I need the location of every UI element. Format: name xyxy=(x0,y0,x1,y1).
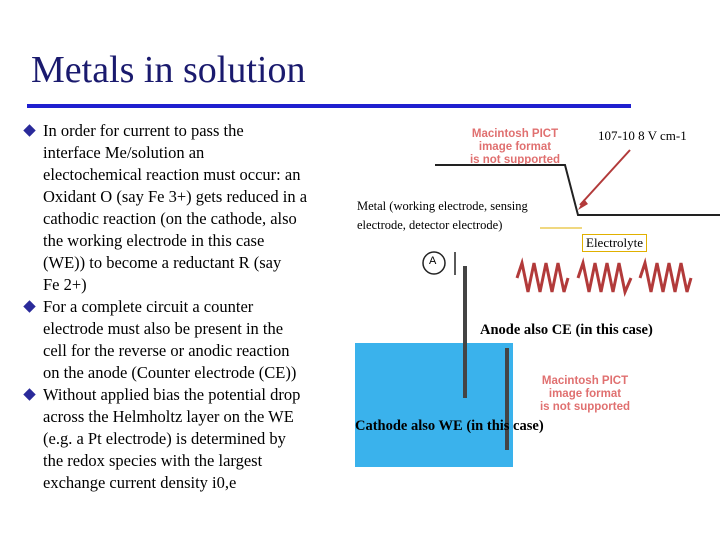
resistor-zigzag-2 xyxy=(578,263,631,292)
metal-electrode-label: Metal (working electrode, sensing electrode, detector electrode) xyxy=(357,199,528,232)
electrolyte-bath xyxy=(355,343,513,467)
cathode-label: Cathode also WE (in this case) xyxy=(355,418,544,434)
field-arrow xyxy=(580,150,630,205)
bullet-text: Without applied bias the potential drop across the Helmholtz layer on the WE (e.g. a Pt electrode) is determined by the redox species with the largest exchange current density i0,e xyxy=(43,385,301,492)
pict-placeholder-bottom: Macintosh PICT image format is not supported xyxy=(539,375,631,413)
bullet-text: In order for current to pass the interface Me/solution an electochemical reaction must occur: an Oxidant O (say Fe 3+) gets reduced in a cathodic reaction (on the cathode, also the working electrode in this case (WE)) to become a reductant R (say Fe 2+) xyxy=(43,121,308,294)
slide-title: Metals in solution xyxy=(31,49,306,91)
pict-placeholder-top: Macintosh PICT image format is not supported xyxy=(469,128,561,166)
counter-electrode xyxy=(463,266,467,398)
bullet-text: For a complete circuit a counter electrode must also be present in the cell for the reverse or anodic reaction on the anode (Counter electrode (CE)) xyxy=(43,297,297,382)
ammeter-symbol: A xyxy=(429,255,437,267)
resistor-zigzag-1 xyxy=(517,263,568,292)
resistor-zigzag-3 xyxy=(640,263,691,292)
anode-label: Anode also CE (in this case) xyxy=(480,322,653,338)
field-strength-label: 107-10 8 V cm-1 xyxy=(598,128,687,143)
electrolyte-label: Electrolyte xyxy=(582,234,647,252)
